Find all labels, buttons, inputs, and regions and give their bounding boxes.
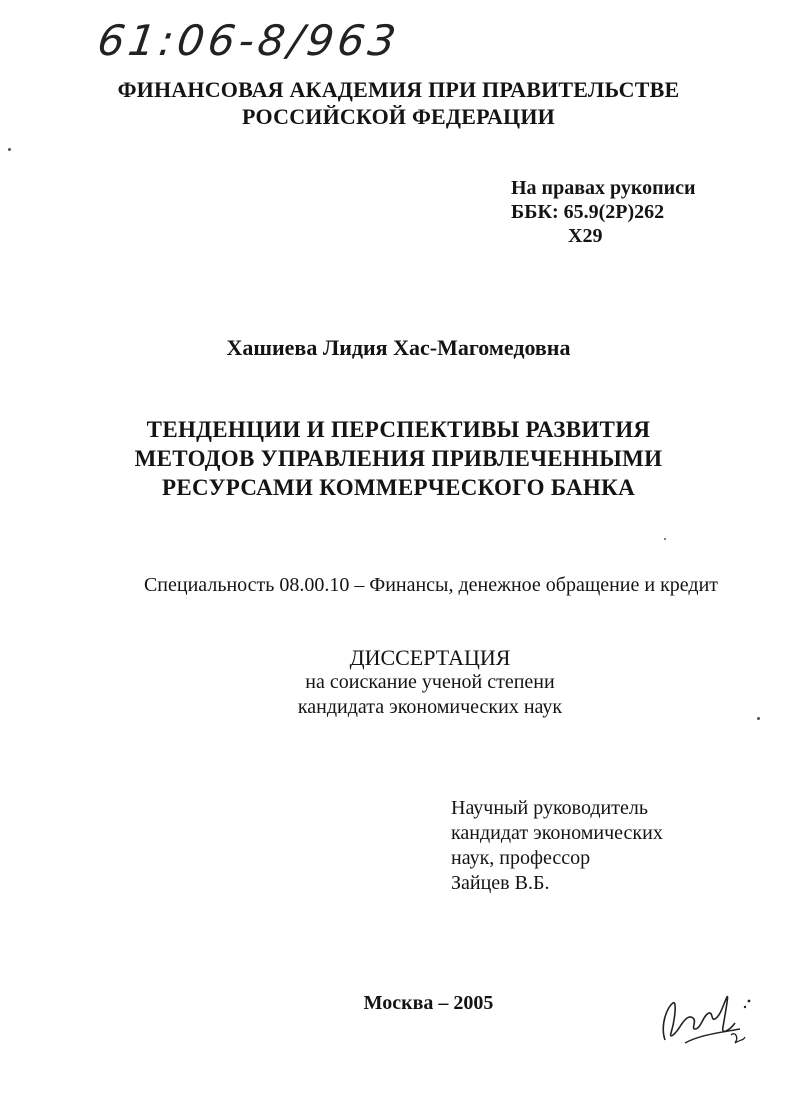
thesis-title xyxy=(0,415,797,502)
title-line-1: ТЕНДЕНЦИИ И ПЕРСПЕКТИВЫ РАЗВИТИЯ xyxy=(146,417,651,442)
speciality: Специальность 08.00.10 – Финансы, денежное обращение и кредит xyxy=(143,574,719,596)
supervisor-block xyxy=(451,796,663,896)
author-code: Х29 xyxy=(568,225,603,247)
dissertation-field-line: кандидата экономических наук xyxy=(297,696,563,718)
handwritten-archive-number: 61:06-8/963 xyxy=(94,16,403,65)
organization-line-2: РОССИЙСКОЙ ФЕДЕРАЦИИ xyxy=(242,104,555,129)
supervisor-title: наук, профессор xyxy=(451,847,591,869)
rights-block xyxy=(511,176,696,248)
supervisor-role: Научный руководитель xyxy=(451,797,648,819)
rights-label: На правах рукописи xyxy=(511,177,696,199)
title-line-2: МЕТОДОВ УПРАВЛЕНИЯ ПРИВЛЕЧЕННЫМИ xyxy=(134,446,663,471)
city-year: Москва – 2005 xyxy=(363,992,494,1014)
dissertation-block xyxy=(0,645,797,720)
organization-line-1: ФИНАНСОВАЯ АКАДЕМИЯ ПРИ ПРАВИТЕЛЬСТВЕ xyxy=(117,77,680,102)
organization-name xyxy=(0,76,797,130)
supervisor-degree: кандидат экономических xyxy=(451,822,663,844)
scan-speck xyxy=(664,538,666,540)
bbk-code: ББК: 65.9(2Р)262 xyxy=(511,201,665,223)
author-name: Хашиева Лидия Хас-Магомедовна xyxy=(226,335,571,360)
scan-speck xyxy=(757,717,760,720)
dissertation-degree-line: на соискание ученой степени xyxy=(305,671,555,693)
scan-speck xyxy=(8,148,11,151)
dissertation-heading: ДИССЕРТАЦИЯ xyxy=(349,645,511,670)
supervisor-name: Зайцев В.Б. xyxy=(451,872,550,894)
title-line-3: РЕСУРСАМИ КОММЕРЧЕСКОГО БАНКА xyxy=(161,475,636,500)
signature-icon xyxy=(655,985,755,1055)
